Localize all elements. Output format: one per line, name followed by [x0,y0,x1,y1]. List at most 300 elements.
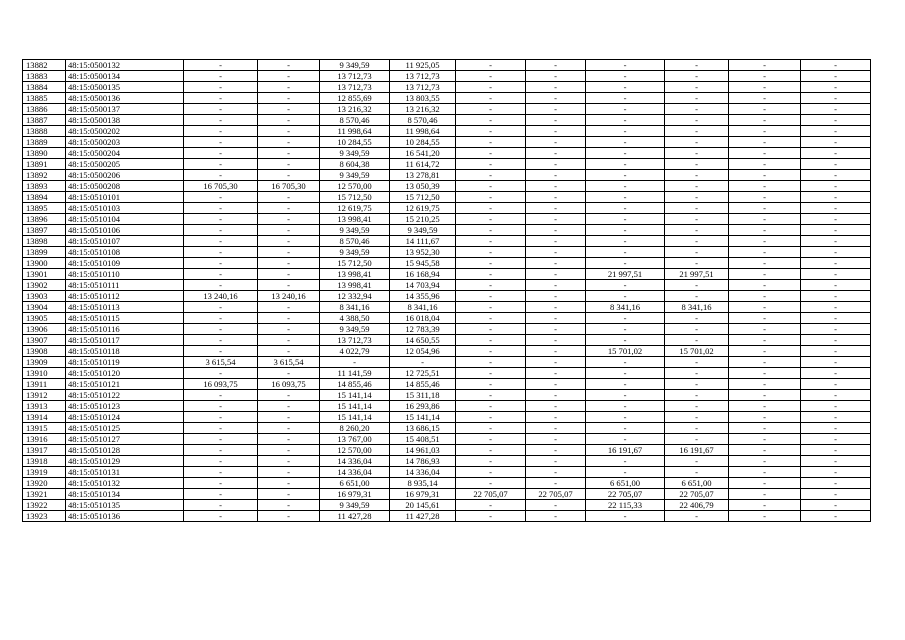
value-col-8-cell: - [526,401,586,412]
table-row [23,489,871,500]
value-col-4-cell: - [258,82,320,93]
value-col-8-cell: - [526,511,586,522]
value-col-12-cell: - [801,126,871,137]
value-col-7-cell: - [456,115,526,126]
value-col-5-cell: 4 388,50 [320,313,390,324]
value-col-12-cell: - [801,368,871,379]
value-col-10-cell: - [665,390,729,401]
value-col-4-cell: - [258,247,320,258]
value-col-12-cell: - [801,335,871,346]
value-col-7-cell: - [456,390,526,401]
value-col-7-cell: - [456,291,526,302]
value-col-5-cell: 13 998,41 [320,269,390,280]
value-col-4-cell: - [258,313,320,324]
value-col-3-cell: - [184,115,258,126]
value-col-3-cell: - [184,269,258,280]
cadastral-number-cell: 48:15:0500136 [66,93,184,104]
value-col-5-cell: 9 349,59 [320,225,390,236]
value-col-10-cell: - [665,456,729,467]
value-col-6-cell: 13 050,39 [390,181,456,192]
value-col-12-cell: - [801,434,871,445]
value-col-7-cell: - [456,423,526,434]
value-col-11-cell: - [729,170,801,181]
value-col-8-cell: - [526,159,586,170]
value-col-9-cell: - [586,401,665,412]
value-col-7-cell: - [456,236,526,247]
value-col-9-cell: - [586,335,665,346]
value-col-9-cell: - [586,456,665,467]
cadastral-number-cell: 48:15:0510134 [66,489,184,500]
value-col-5-cell: 13 712,73 [320,71,390,82]
value-col-6-cell: 15 210,25 [390,214,456,225]
value-col-4-cell: 16 093,75 [258,379,320,390]
cadastral-number-cell: 48:15:0500202 [66,126,184,137]
value-col-8-cell: - [526,60,586,71]
value-col-7-cell: - [456,148,526,159]
value-col-8-cell: - [526,467,586,478]
value-col-10-cell: - [665,368,729,379]
value-col-6-cell: 8 570,46 [390,115,456,126]
value-col-5-cell: 15 141,14 [320,412,390,423]
value-col-11-cell: - [729,511,801,522]
table-row [23,412,871,423]
value-col-10-cell: - [665,511,729,522]
value-col-12-cell: - [801,137,871,148]
value-col-8-cell: - [526,280,586,291]
value-col-5-cell: 16 979,31 [320,489,390,500]
value-col-8-cell: - [526,269,586,280]
cadastral-number-cell: 48:15:0500135 [66,82,184,93]
value-col-3-cell: - [184,467,258,478]
value-col-8-cell: - [526,82,586,93]
value-col-12-cell: - [801,291,871,302]
value-col-4-cell: - [258,368,320,379]
value-col-9-cell: - [586,93,665,104]
value-col-3-cell: - [184,456,258,467]
value-col-7-cell: - [456,60,526,71]
value-col-9-cell: - [586,280,665,291]
value-col-10-cell: - [665,401,729,412]
row-number-cell: 13889 [23,137,66,148]
value-col-12-cell: - [801,115,871,126]
value-col-4-cell: - [258,478,320,489]
value-col-12-cell: - [801,423,871,434]
value-col-3-cell: - [184,93,258,104]
value-col-6-cell: 14 336,04 [390,467,456,478]
value-col-11-cell: - [729,181,801,192]
value-col-9-cell: - [586,258,665,269]
row-number-cell: 13906 [23,324,66,335]
table-row [23,478,871,489]
cadastral-number-cell: 48:15:0510111 [66,280,184,291]
value-col-6-cell: 14 650,55 [390,335,456,346]
value-col-4-cell: - [258,159,320,170]
table-row [23,291,871,302]
row-number-cell: 13921 [23,489,66,500]
value-col-10-cell: 6 651,00 [665,478,729,489]
value-col-6-cell: 15 141,14 [390,412,456,423]
table-row [23,192,871,203]
value-col-4-cell: - [258,445,320,456]
value-col-9-cell: 21 997,51 [586,269,665,280]
value-col-3-cell: - [184,258,258,269]
value-col-11-cell: - [729,291,801,302]
value-col-7-cell: - [456,456,526,467]
value-col-3-cell: 3 615,54 [184,357,258,368]
table-row [23,269,871,280]
value-col-9-cell: - [586,115,665,126]
value-col-9-cell: - [586,379,665,390]
row-number-cell: 13902 [23,280,66,291]
value-col-9-cell: - [586,82,665,93]
value-col-10-cell: - [665,258,729,269]
value-col-3-cell: - [184,478,258,489]
value-col-10-cell: - [665,159,729,170]
data-table [22,59,871,522]
value-col-9-cell: - [586,324,665,335]
value-col-3-cell: - [184,434,258,445]
value-col-8-cell: - [526,357,586,368]
cadastral-number-cell: 48:15:0510106 [66,225,184,236]
row-number-cell: 13899 [23,247,66,258]
value-col-4-cell: - [258,148,320,159]
row-number-cell: 13922 [23,500,66,511]
value-col-12-cell: - [801,148,871,159]
value-col-10-cell: - [665,60,729,71]
value-col-9-cell: 6 651,00 [586,478,665,489]
value-col-10-cell: - [665,291,729,302]
cadastral-number-cell: 48:15:0500208 [66,181,184,192]
cadastral-number-cell: 48:15:0510119 [66,357,184,368]
value-col-5-cell: 13 767,00 [320,434,390,445]
value-col-9-cell: - [586,247,665,258]
value-col-6-cell: 13 712,73 [390,82,456,93]
value-col-11-cell: - [729,159,801,170]
value-col-11-cell: - [729,390,801,401]
value-col-12-cell: - [801,313,871,324]
value-col-10-cell: - [665,148,729,159]
table-row [23,148,871,159]
value-col-7-cell: - [456,401,526,412]
row-number-cell: 13909 [23,357,66,368]
value-col-6-cell: 14 786,93 [390,456,456,467]
value-col-11-cell: - [729,71,801,82]
value-col-3-cell: - [184,60,258,71]
value-col-7-cell: - [456,214,526,225]
value-col-7-cell: - [456,181,526,192]
value-col-7-cell: - [456,346,526,357]
value-col-6-cell: 11 998,64 [390,126,456,137]
value-col-6-cell: 16 018,04 [390,313,456,324]
value-col-3-cell: - [184,159,258,170]
value-col-3-cell: - [184,401,258,412]
value-col-8-cell: - [526,148,586,159]
value-col-12-cell: - [801,203,871,214]
row-number-cell: 13912 [23,390,66,401]
value-col-11-cell: - [729,104,801,115]
value-col-7-cell: - [456,93,526,104]
value-col-3-cell: - [184,511,258,522]
value-col-8-cell: - [526,313,586,324]
value-col-10-cell: 22 705,07 [665,489,729,500]
value-col-5-cell: 8 604,38 [320,159,390,170]
value-col-9-cell: - [586,170,665,181]
value-col-8-cell: - [526,368,586,379]
value-col-12-cell: - [801,302,871,313]
row-number-cell: 13891 [23,159,66,170]
value-col-12-cell: - [801,357,871,368]
value-col-3-cell: - [184,390,258,401]
cadastral-number-cell: 48:15:0510115 [66,313,184,324]
value-col-10-cell: - [665,203,729,214]
value-col-11-cell: - [729,346,801,357]
value-col-8-cell: - [526,192,586,203]
value-col-8-cell: - [526,456,586,467]
value-col-5-cell: 11 998,64 [320,126,390,137]
value-col-3-cell: - [184,247,258,258]
table-row [23,379,871,390]
table-row [23,181,871,192]
value-col-6-cell: 8 341,16 [390,302,456,313]
value-col-7-cell: - [456,500,526,511]
value-col-3-cell: - [184,445,258,456]
cadastral-number-cell: 48:15:0500132 [66,60,184,71]
value-col-10-cell: - [665,82,729,93]
value-col-6-cell: 12 783,39 [390,324,456,335]
row-number-cell: 13892 [23,170,66,181]
row-number-cell: 13898 [23,236,66,247]
row-number-cell: 13905 [23,313,66,324]
table-row [23,500,871,511]
value-col-6-cell: 15 408,51 [390,434,456,445]
value-col-8-cell: - [526,390,586,401]
value-col-11-cell: - [729,258,801,269]
value-col-10-cell: - [665,225,729,236]
value-col-5-cell: 9 349,59 [320,247,390,258]
row-number-cell: 13919 [23,467,66,478]
cadastral-number-cell: 48:15:0510104 [66,214,184,225]
value-col-11-cell: - [729,478,801,489]
value-col-11-cell: - [729,401,801,412]
cadastral-number-cell: 48:15:0510113 [66,302,184,313]
value-col-11-cell: - [729,247,801,258]
value-col-7-cell: - [456,379,526,390]
value-col-9-cell: - [586,368,665,379]
value-col-4-cell: - [258,203,320,214]
value-col-12-cell: - [801,456,871,467]
value-col-7-cell: - [456,203,526,214]
value-col-8-cell: - [526,137,586,148]
value-col-8-cell: - [526,335,586,346]
value-col-12-cell: - [801,258,871,269]
value-col-8-cell: - [526,423,586,434]
value-col-4-cell: - [258,126,320,137]
value-col-5-cell: 13 712,73 [320,82,390,93]
row-number-cell: 13897 [23,225,66,236]
value-col-6-cell: 11 925,05 [390,60,456,71]
cadastral-number-cell: 48:15:0510118 [66,346,184,357]
value-col-9-cell: - [586,291,665,302]
value-col-8-cell: - [526,181,586,192]
value-col-4-cell: - [258,434,320,445]
table-row [23,126,871,137]
value-col-12-cell: - [801,192,871,203]
cadastral-number-cell: 48:15:0500138 [66,115,184,126]
value-col-5-cell: 12 570,00 [320,181,390,192]
value-col-7-cell: - [456,104,526,115]
value-col-10-cell: - [665,126,729,137]
row-number-cell: 13904 [23,302,66,313]
value-col-6-cell: 14 961,03 [390,445,456,456]
value-col-8-cell: - [526,170,586,181]
value-col-11-cell: - [729,280,801,291]
value-col-3-cell: - [184,412,258,423]
value-col-10-cell: - [665,280,729,291]
value-col-11-cell: - [729,214,801,225]
value-col-11-cell: - [729,357,801,368]
value-col-12-cell: - [801,214,871,225]
value-col-5-cell: 12 855,69 [320,93,390,104]
value-col-8-cell: - [526,115,586,126]
value-col-8-cell: - [526,346,586,357]
row-number-cell: 13917 [23,445,66,456]
value-col-10-cell: - [665,137,729,148]
value-col-7-cell: - [456,280,526,291]
table-row [23,82,871,93]
value-col-10-cell: 21 997,51 [665,269,729,280]
row-number-cell: 13908 [23,346,66,357]
value-col-4-cell: - [258,346,320,357]
cadastral-number-cell: 48:15:0510125 [66,423,184,434]
value-col-4-cell: - [258,104,320,115]
value-col-10-cell: - [665,467,729,478]
value-col-5-cell: 8 341,16 [320,302,390,313]
table-row [23,60,871,71]
value-col-8-cell: - [526,434,586,445]
cadastral-number-cell: 48:15:0500206 [66,170,184,181]
value-col-12-cell: - [801,478,871,489]
value-col-12-cell: - [801,247,871,258]
value-col-5-cell: 10 284,55 [320,137,390,148]
value-col-6-cell: 16 168,94 [390,269,456,280]
value-col-10-cell: - [665,434,729,445]
value-col-5-cell: 15 141,14 [320,390,390,401]
value-col-11-cell: - [729,489,801,500]
value-col-5-cell: 13 712,73 [320,335,390,346]
value-col-10-cell: - [665,324,729,335]
cadastral-number-cell: 48:15:0510131 [66,467,184,478]
value-col-3-cell: - [184,280,258,291]
row-number-cell: 13895 [23,203,66,214]
value-col-7-cell: - [456,412,526,423]
table-row [23,214,871,225]
table-row [23,115,871,126]
value-col-8-cell: - [526,445,586,456]
cadastral-number-cell: 48:15:0510123 [66,401,184,412]
value-col-12-cell: - [801,181,871,192]
value-col-6-cell: 15 712,50 [390,192,456,203]
value-col-5-cell: 9 349,59 [320,324,390,335]
value-col-7-cell: - [456,126,526,137]
value-col-12-cell: - [801,467,871,478]
value-col-3-cell: - [184,423,258,434]
value-col-8-cell: - [526,71,586,82]
value-col-6-cell: 16 979,31 [390,489,456,500]
table-row [23,434,871,445]
value-col-6-cell: 12 054,96 [390,346,456,357]
table-row [23,335,871,346]
value-col-3-cell: - [184,346,258,357]
value-col-7-cell: - [456,247,526,258]
value-col-9-cell: - [586,126,665,137]
value-col-6-cell: 11 614,72 [390,159,456,170]
table-row [23,368,871,379]
value-col-11-cell: - [729,93,801,104]
value-col-6-cell: 14 111,67 [390,236,456,247]
value-col-11-cell: - [729,236,801,247]
value-col-11-cell: - [729,335,801,346]
row-number-cell: 13885 [23,93,66,104]
value-col-6-cell: 16 293,86 [390,401,456,412]
cadastral-number-cell: 48:15:0510112 [66,291,184,302]
value-col-4-cell: - [258,115,320,126]
value-col-5-cell: 6 651,00 [320,478,390,489]
value-col-8-cell: - [526,500,586,511]
value-col-11-cell: - [729,423,801,434]
value-col-11-cell: - [729,500,801,511]
value-col-10-cell: - [665,71,729,82]
value-col-3-cell: - [184,192,258,203]
value-col-9-cell: - [586,137,665,148]
cadastral-number-cell: 48:15:0510117 [66,335,184,346]
row-number-cell: 13923 [23,511,66,522]
value-col-3-cell: - [184,82,258,93]
value-col-8-cell: - [526,247,586,258]
value-col-7-cell: - [456,170,526,181]
value-col-9-cell: - [586,181,665,192]
value-col-3-cell: 13 240,16 [184,291,258,302]
value-col-5-cell: 12 619,75 [320,203,390,214]
value-col-11-cell: - [729,324,801,335]
value-col-12-cell: - [801,379,871,390]
value-col-4-cell: - [258,412,320,423]
value-col-10-cell: 22 406,79 [665,500,729,511]
value-col-4-cell: - [258,60,320,71]
value-col-10-cell: 15 701,02 [665,346,729,357]
value-col-8-cell: - [526,291,586,302]
value-col-6-cell: 13 952,30 [390,247,456,258]
value-col-10-cell: - [665,170,729,181]
value-col-7-cell: 22 705,07 [456,489,526,500]
table-row [23,456,871,467]
value-col-4-cell: - [258,489,320,500]
value-col-6-cell: 14 703,94 [390,280,456,291]
value-col-6-cell: 11 427,28 [390,511,456,522]
value-col-9-cell: - [586,390,665,401]
cadastral-number-cell: 48:15:0510128 [66,445,184,456]
value-col-11-cell: - [729,379,801,390]
value-col-6-cell: 16 541,20 [390,148,456,159]
value-col-5-cell: 9 349,59 [320,60,390,71]
cadastral-number-cell: 48:15:0500134 [66,71,184,82]
value-col-5-cell: - [320,357,390,368]
value-col-12-cell: - [801,401,871,412]
table-row [23,247,871,258]
value-col-4-cell: - [258,335,320,346]
value-col-3-cell: - [184,324,258,335]
value-col-12-cell: - [801,511,871,522]
table-row [23,203,871,214]
